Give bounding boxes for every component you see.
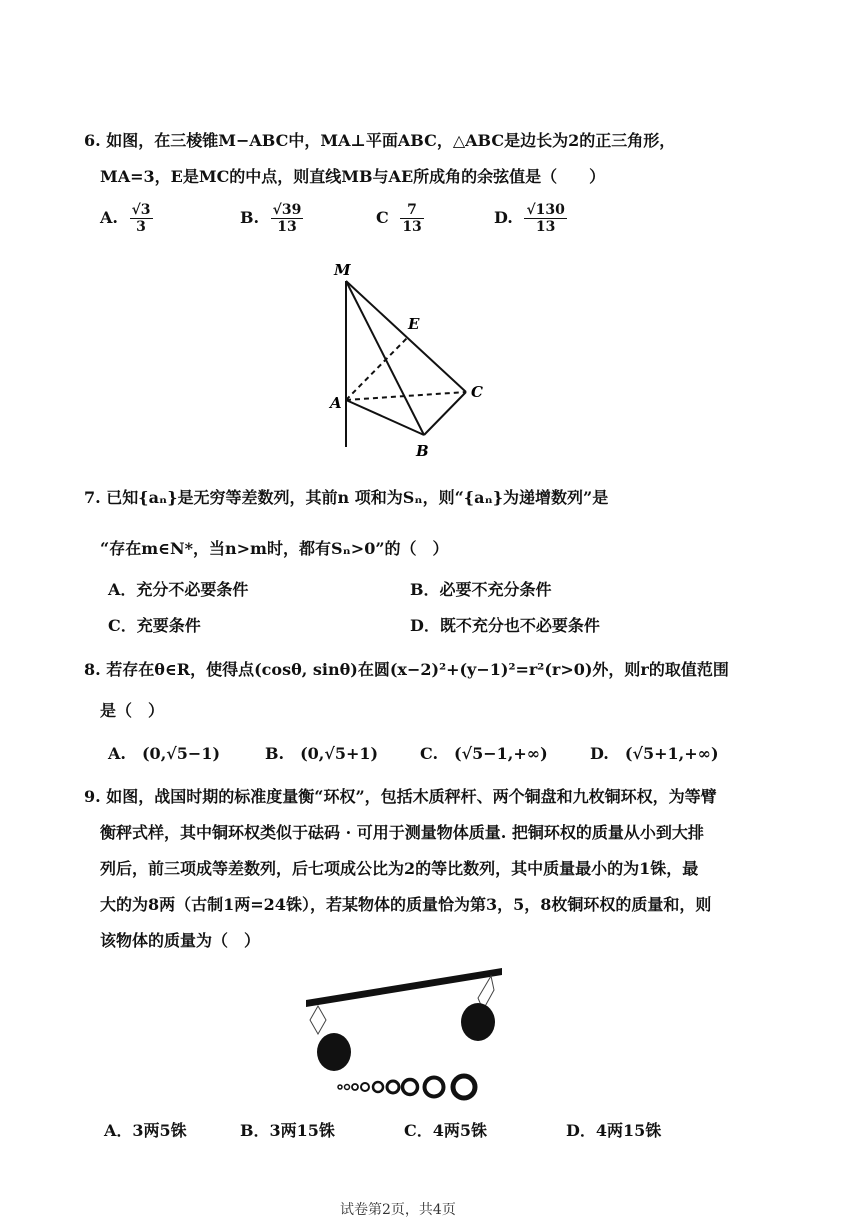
q6-option-d-letter: D.	[494, 208, 513, 227]
scale-beam	[306, 968, 502, 1007]
q6-option-a-numerator: √3	[131, 202, 151, 218]
q8-option-d: D. (√5+1,+∞)	[590, 744, 719, 763]
ring-weight-5	[373, 1082, 383, 1092]
q9-stem-line5: 该物体的质量为（ ）	[100, 931, 261, 950]
q8-option-c: C. (√5−1,+∞)	[420, 744, 548, 763]
ring-weight-4	[361, 1083, 369, 1091]
edge-mb	[346, 281, 424, 435]
q7-option-d: D．既不充分也不必要条件	[410, 616, 600, 635]
q9-option-c: C．4两5铢	[404, 1121, 488, 1140]
q7-option-c: C．充要条件	[108, 616, 201, 635]
ring-weight-6	[387, 1081, 399, 1093]
ring-weight-2	[345, 1085, 350, 1090]
q6-option-b-denominator: 13	[277, 219, 297, 235]
pyramid-figure	[320, 255, 500, 465]
label-e: E	[408, 315, 420, 333]
q9-option-d: D．4两15铢	[566, 1121, 662, 1140]
label-m: M	[334, 261, 351, 279]
right-copper-pan	[461, 1003, 495, 1041]
q6-option-c	[376, 202, 424, 235]
q8-stem-line1: 8. 若存在θ∈R，使得点(cosθ, sinθ)在圆(x−2)²+(y−1)²=r²(r>0)外，则r的取值范围	[84, 660, 729, 679]
q6-option-d-fraction	[524, 202, 566, 235]
q9-stem-line2: 衡秤式样，其中铜环权类似于砝码 · 可用于测量物体质量. 把铜环权的质量从小到大排	[100, 823, 704, 842]
q7-stem-line1: 7. 已知{aₙ}是无穷等差数列，其前n 项和为Sₙ，则“{aₙ}为递增数列”是	[84, 488, 609, 507]
label-c: C	[471, 383, 483, 401]
q6-option-c-numerator: 7	[400, 202, 423, 219]
q6-option-d	[494, 202, 567, 235]
q6-option-a-letter: A.	[100, 208, 118, 227]
q6-option-c-letter: C	[376, 208, 389, 227]
q6-option-b-letter: B.	[240, 208, 260, 227]
ring-weight-7	[403, 1080, 418, 1095]
q6-option-c-denominator: 13	[402, 219, 422, 235]
edge-ab	[346, 400, 424, 435]
q7-stem-line2: “存在m∈N*，当n>m时，都有Sₙ>0”的（ ）	[100, 539, 449, 558]
edge-mc	[346, 281, 466, 392]
q6-option-a-fraction	[130, 202, 153, 235]
left-pan-strings	[310, 1006, 326, 1034]
q9-option-b: B．3两15铢	[240, 1121, 335, 1140]
q7-option-a: A．充分不必要条件	[108, 580, 249, 599]
q9-stem-line1: 9. 如图，战国时期的标准度量衡“环权”，包括木质秤杆、两个铜盘和九枚铜环权，为等臂	[84, 787, 717, 806]
q6-option-d-numerator: √130	[526, 202, 565, 218]
q8-stem-line2: 是（ ）	[100, 701, 165, 720]
q8-option-a: A. (0,√5−1)	[108, 744, 221, 763]
q9-stem-line4: 大的为8两（古制1两=24铢），若某物体的质量恰为第3，5，8枚铜环权的质量和，则	[100, 895, 712, 914]
ring-weight-8	[425, 1078, 444, 1097]
q7-option-b: B．必要不充分条件	[410, 580, 552, 599]
edge-ae-dashed	[346, 337, 408, 400]
page-footer: 试卷第2页，共4页	[340, 1202, 456, 1218]
q9-option-a: A．3两5铢	[104, 1121, 187, 1140]
q9-stem-line3: 列后，前三项成等差数列，后七项成公比为2的等比数列，其中质量最小的为1铢，最	[100, 859, 699, 878]
left-copper-pan	[317, 1033, 351, 1071]
ring-weight-1	[338, 1085, 342, 1089]
q6-option-b-numerator: √39	[272, 202, 302, 218]
q6-stem-line1: 6. 如图，在三棱锥M−ABC中，MA⊥平面ABC，△ABC是边长为2的正三角形，	[84, 131, 676, 150]
q6-option-c-fraction	[400, 202, 423, 235]
q6-option-d-denominator: 13	[535, 219, 556, 235]
q6-option-a-denominator: 3	[136, 219, 146, 235]
q6-option-b	[240, 202, 303, 235]
label-b: B	[416, 442, 429, 460]
balance-scale-figure	[296, 960, 511, 1105]
ring-weight-3	[352, 1084, 358, 1090]
q6-option-b-fraction	[271, 202, 304, 235]
ring-weight-9	[453, 1076, 475, 1098]
q6-option-a	[100, 202, 153, 235]
q6-stem-line2: MA=3，E是MC的中点，则直线MB与AE所成角的余弦值是（ ）	[100, 167, 606, 186]
label-a: A	[330, 394, 342, 412]
q8-option-b: B. (0,√5+1)	[265, 744, 379, 763]
edge-bc	[424, 392, 466, 435]
